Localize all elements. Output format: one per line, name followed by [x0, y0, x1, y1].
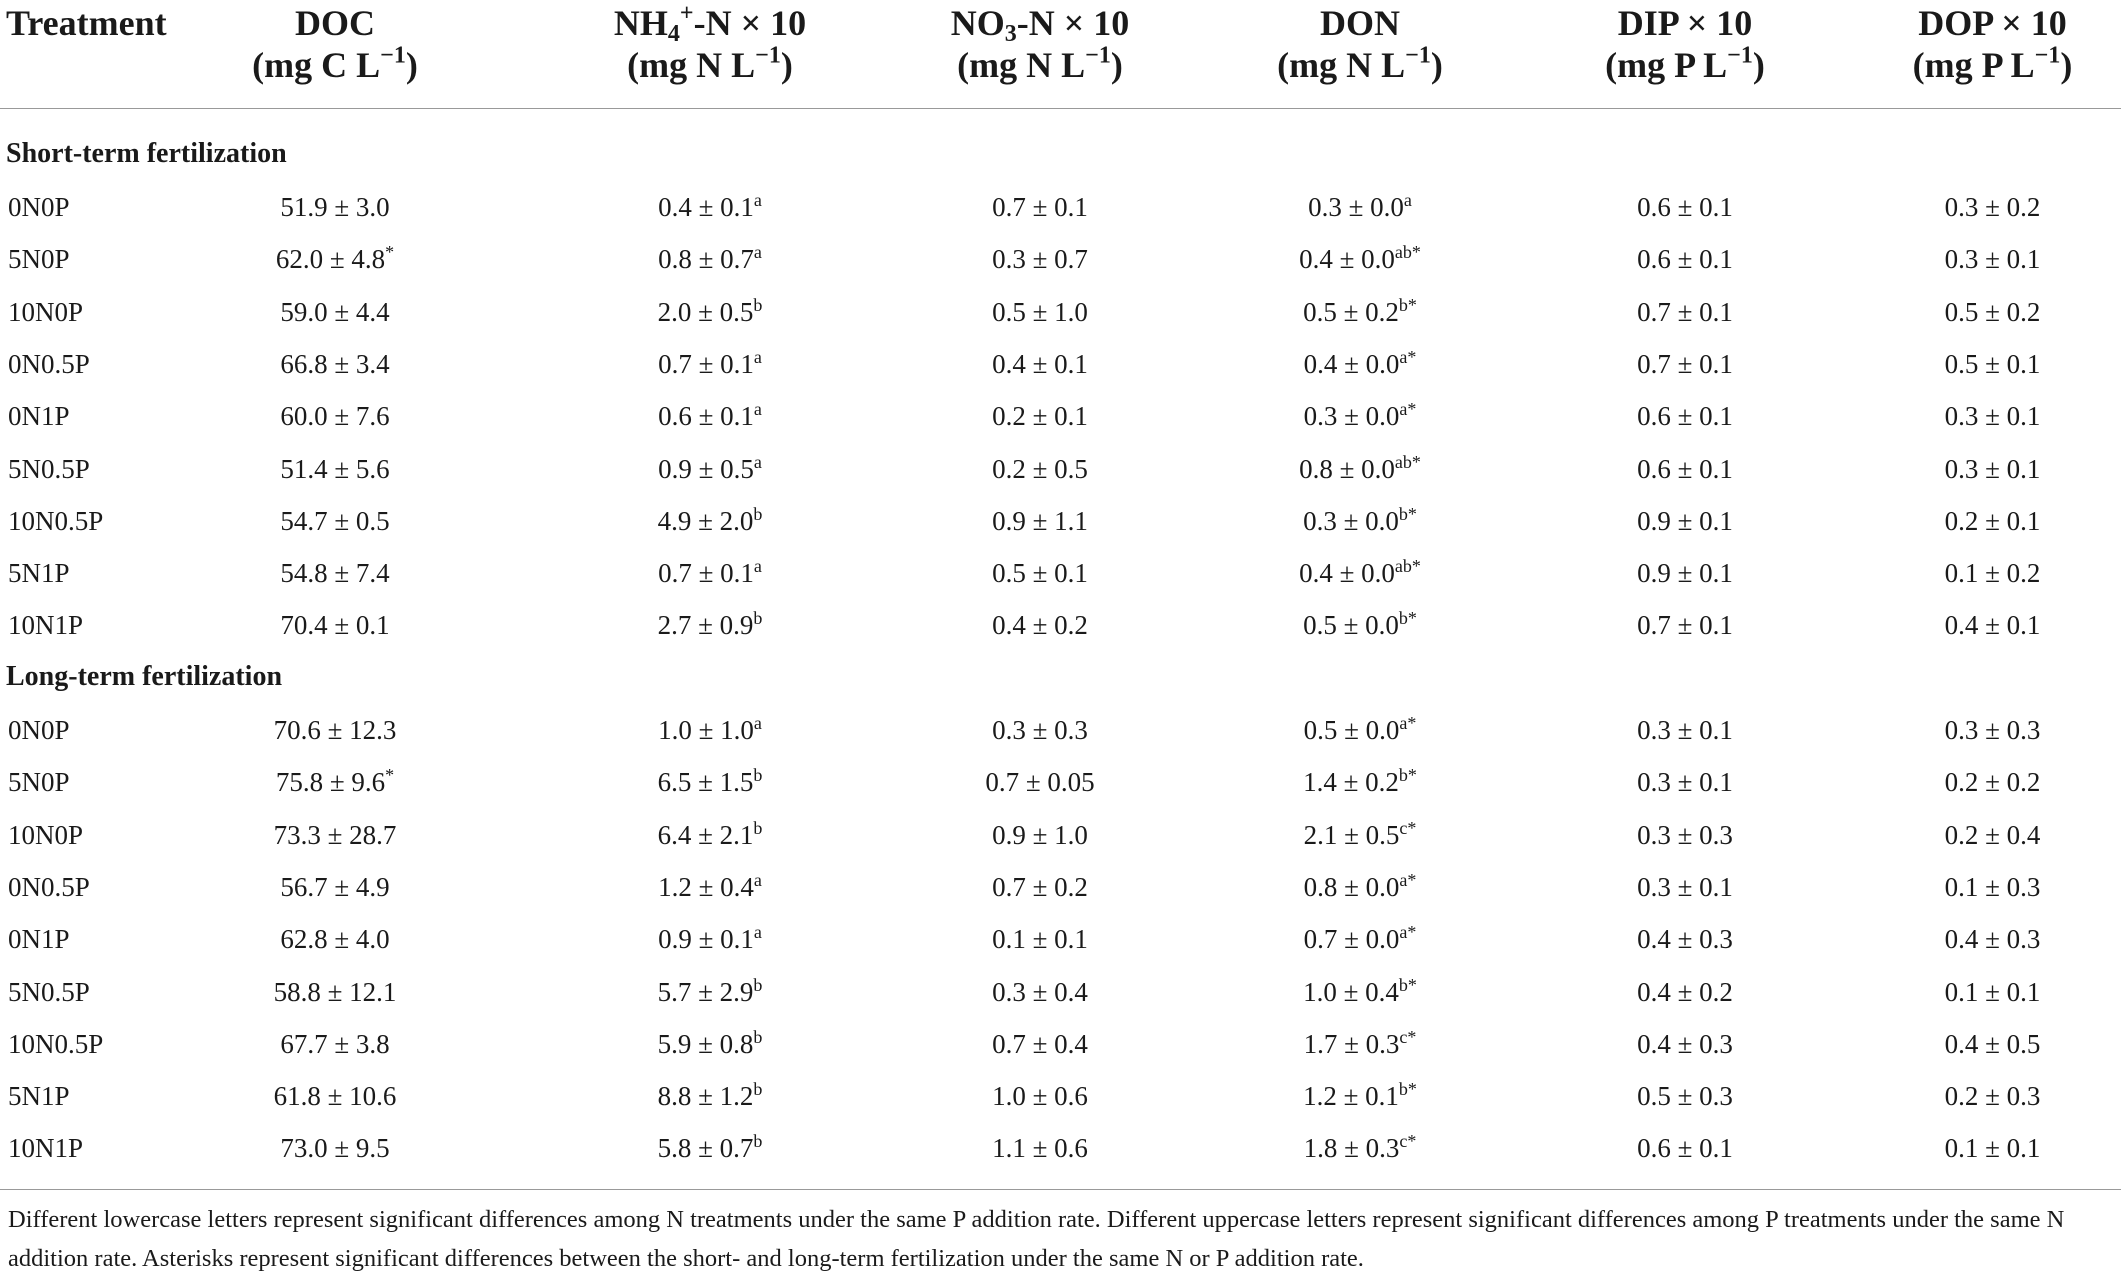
cell-nh4: 4.9 ± 2.0$^b$: [657, 503, 763, 536]
significance-mark: a: [753, 713, 762, 734]
cell-dip: 0.9 ± 0.1: [1637, 505, 1733, 536]
cell-dip: 0.3 ± 0.1: [1637, 871, 1733, 902]
col-header-no3-label: $NO_3-N \times 10$: [950, 3, 1130, 47]
col-header-dop-unit: (mg P $L^{-1}$): [1912, 42, 2073, 85]
cell-treatment: 5N0.5P: [8, 976, 90, 1007]
significance-mark: a: [753, 922, 762, 943]
significance-mark: b*: [1398, 974, 1417, 995]
col-header-dop: [1870, 2, 2115, 86]
cell-dip: 0.6 ± 0.1: [1637, 1133, 1733, 1164]
cell-doc: 66.8 ± 3.4: [280, 348, 390, 379]
cell-don: $0.7 \pm 0.0^{a*}$: [1303, 922, 1417, 955]
table-row: [0, 966, 2121, 1018]
significance-mark: ab*: [1394, 242, 1421, 263]
cell-doc: 56.7 ± 4.9: [280, 871, 390, 902]
cell-don: $0.3 \pm 0.0^{b*}$: [1303, 503, 1417, 536]
cell-no3: 0.9 ± 1.1: [992, 505, 1088, 536]
significance-mark: c*: [1399, 817, 1417, 838]
cell-no3: 0.3 ± 0.7: [992, 244, 1088, 275]
footer-divider: [0, 1189, 2121, 1190]
significance-mark: b*: [1398, 608, 1417, 629]
significance-mark: b: [753, 503, 763, 524]
significance-mark: b*: [1398, 503, 1417, 524]
cell-treatment: 0N0P: [8, 715, 70, 745]
significance-mark: b: [753, 817, 763, 838]
cell-nh4: 0.7 ± 0.1$^a$: [658, 556, 762, 589]
significance-mark: a: [753, 190, 762, 211]
cell-dip: 0.3 ± 0.1: [1637, 715, 1733, 745]
significance-mark: ab*: [1394, 556, 1421, 577]
cell-no3: 0.7 ± 0.05: [985, 767, 1095, 798]
cell-dop: 0.2 ± 0.4: [1944, 819, 2041, 850]
col-header-dip-unit: (mg P $L^{-1}$): [1605, 42, 1765, 85]
table-row: [0, 1018, 2121, 1070]
col-header-doc: [220, 2, 450, 86]
cell-nh4: 0.7 ± 0.1$^a$: [658, 347, 762, 379]
cell-don: $0.8 \pm 0.0^{ab*}$: [1299, 451, 1421, 484]
cell-nh4: 2.0 ± 0.5$^b$: [657, 294, 763, 327]
cell-don: $1.2 \pm 0.1^{b*}$: [1303, 1079, 1417, 1112]
cell-no3: 0.7 ± 0.1: [992, 192, 1088, 222]
table-row: [0, 756, 2121, 808]
table-row: [0, 913, 2121, 965]
cell-don: $1.8 \pm 0.3^{c*}$: [1303, 1131, 1417, 1164]
cell-dop: 0.4 ± 0.5: [1944, 1028, 2041, 1059]
table-row: [0, 547, 2121, 599]
cell-no3: 0.3 ± 0.3: [992, 715, 1088, 745]
significance-mark: a: [753, 399, 762, 420]
significance-mark: b*: [1398, 765, 1417, 786]
cell-doc: 62.8 ± 4.0: [280, 924, 390, 955]
cell-doc: 60.0 ± 7.6: [280, 401, 390, 432]
significance-mark: a: [753, 451, 762, 472]
cell-no3: 0.3 ± 0.4: [992, 976, 1088, 1007]
cell-don: $0.4 \pm 0.0^{a*}$: [1303, 347, 1417, 379]
col-header-don-label: DON: [1320, 3, 1400, 43]
cell-doc: 58.8 ± 12.1: [273, 976, 397, 1007]
significance-mark: a: [753, 347, 762, 367]
significance-mark: a: [1403, 190, 1412, 211]
cell-dip: 0.6 ± 0.1: [1637, 244, 1733, 275]
cell-dop: 0.5 ± 0.1: [1944, 348, 2041, 379]
significance-mark: c*: [1399, 1026, 1417, 1047]
cell-nh4: 0.4 ± 0.1$^a$: [658, 190, 762, 222]
cell-no3: 0.4 ± 0.2: [992, 610, 1088, 641]
cell-no3: 0.7 ± 0.2: [992, 871, 1088, 902]
table-row: [0, 181, 2121, 233]
cell-don: $1.7 \pm 0.3^{c*}$: [1303, 1026, 1417, 1059]
col-header-no3-unit: (mg N $L^{-1}$): [957, 42, 1123, 85]
cell-dip: 0.7 ± 0.1: [1637, 348, 1733, 379]
col-header-nh4-unit: (mg N $L^{-1}$): [627, 42, 793, 85]
significance-mark: *: [385, 765, 395, 786]
cell-dip: 0.9 ± 0.1: [1637, 558, 1733, 589]
cell-don: $1.4 \pm 0.2^{b*}$: [1303, 765, 1417, 798]
cell-no3: 1.1 ± 0.6: [992, 1133, 1088, 1164]
col-header-dop-label: DOP × 10: [1918, 3, 2067, 43]
table-row: [0, 1122, 2121, 1174]
cell-dop: 0.4 ± 0.1: [1944, 610, 2041, 641]
cell-treatment: 0N0.5P: [8, 871, 90, 902]
cell-dop: 0.3 ± 0.3: [1944, 715, 2041, 745]
cell-dip: 0.6 ± 0.1: [1637, 192, 1733, 222]
cell-doc: 51.9 ± 3.0: [280, 192, 390, 222]
table-row: [0, 443, 2121, 495]
col-header-don: [1220, 2, 1500, 86]
cell-treatment: 0N1P: [8, 401, 70, 432]
cell-doc: 59.0 ± 4.4: [280, 296, 390, 327]
table-row: [0, 704, 2121, 756]
significance-mark: a: [753, 242, 762, 263]
cell-dip: 0.4 ± 0.2: [1637, 976, 1733, 1007]
cell-dip: 0.7 ± 0.1: [1637, 610, 1733, 641]
significance-mark: a: [753, 556, 762, 577]
cell-don: $0.8 \pm 0.0^{a*}$: [1303, 870, 1417, 902]
cell-treatment: 0N1P: [8, 924, 70, 955]
significance-mark: b*: [1398, 1079, 1417, 1100]
significance-mark: a*: [1399, 347, 1417, 367]
cell-treatment: 10N0P: [8, 296, 84, 327]
cell-doc: 70.4 ± 0.1: [280, 610, 390, 641]
cell-don: $0.5 \pm 0.2^{b*}$: [1303, 294, 1417, 327]
cell-doc: 75.8 ± 9.6*: [275, 765, 395, 798]
cell-nh4: 1.2 ± 0.4$^a$: [658, 870, 762, 902]
cell-treatment: 10N1P: [8, 1133, 84, 1164]
cell-nh4: 8.8 ± 1.2$^b$: [657, 1079, 763, 1112]
table-row: [0, 1070, 2121, 1122]
cell-doc: 70.6 ± 12.3: [273, 715, 397, 745]
cell-dip: 0.4 ± 0.3: [1637, 1028, 1733, 1059]
significance-mark: a*: [1399, 922, 1417, 943]
table-footnote: Different lowercase letters represent significant differences among N treatments under the same P addition rate. Different uppercase letters represent significant differences among P treatments under the same N addition rate. Asterisks represent significant differences between the short- and long-term fertilization under the same N or P addition rate.: [8, 1206, 2065, 1272]
significance-mark: b: [753, 974, 763, 995]
col-header-nh4-label: $NH_4^+-N \times 10$: [613, 0, 807, 47]
cell-nh4: 0.8 ± 0.7$^a$: [658, 242, 762, 275]
table-row: [0, 495, 2121, 547]
cell-doc: 54.7 ± 0.5: [280, 505, 390, 536]
table-row: [0, 286, 2121, 338]
table-row: [0, 390, 2121, 442]
cell-nh4: 0.9 ± 0.5$^a$: [658, 451, 762, 484]
cell-treatment: 5N1P: [8, 1081, 70, 1112]
cell-don: $0.3 \pm 0.0^{a*}$: [1303, 399, 1417, 432]
cell-doc: 73.0 ± 9.5: [280, 1133, 390, 1164]
cell-nh4: 5.9 ± 0.8$^b$: [657, 1026, 763, 1059]
significance-mark: b: [753, 765, 763, 786]
cell-nh4: 5.7 ± 2.9$^b$: [657, 974, 763, 1007]
col-header-dip-label: DIP × 10: [1617, 3, 1753, 43]
col-header-doc-label: DOC: [295, 3, 375, 43]
cell-nh4: 6.4 ± 2.1$^b$: [657, 817, 763, 850]
cell-treatment: 10N0.5P: [8, 505, 104, 536]
cell-dop: 0.1 ± 0.3: [1944, 871, 2041, 902]
cell-nh4: 1.0 ± 1.0$^a$: [658, 713, 762, 745]
cell-dip: 0.5 ± 0.3: [1637, 1081, 1733, 1112]
section-title-long-term: Long-term fertilization: [6, 661, 283, 692]
cell-treatment: 10N1P: [8, 610, 84, 641]
cell-treatment: 5N0P: [8, 244, 70, 275]
cell-doc: 61.8 ± 10.6: [273, 1081, 397, 1112]
cell-dip: 0.3 ± 0.1: [1637, 767, 1733, 798]
cell-dop: 0.2 ± 0.3: [1944, 1081, 2041, 1112]
col-header-don-unit: (mg N $L^{-1}$): [1277, 42, 1443, 85]
cell-no3: 0.7 ± 0.4: [992, 1028, 1088, 1059]
cell-dop: 0.1 ± 0.2: [1944, 558, 2041, 589]
cell-don: $2.1 \pm 0.5^{c*}$: [1303, 817, 1417, 850]
cell-no3: 0.2 ± 0.1: [992, 401, 1088, 432]
section-title-short-term: Short-term fertilization: [6, 138, 287, 169]
cell-dop: 0.3 ± 0.1: [1944, 453, 2041, 484]
cell-treatment: 0N0P: [8, 192, 70, 222]
cell-don: $0.4 \pm 0.0^{ab*}$: [1299, 242, 1421, 275]
cell-no3: 0.5 ± 0.1: [992, 558, 1088, 589]
cell-dop: 0.2 ± 0.1: [1944, 505, 2041, 536]
cell-doc: 73.3 ± 28.7: [273, 819, 397, 850]
significance-mark: b*: [1398, 294, 1417, 315]
col-header-no3: [900, 2, 1180, 86]
significance-mark: b: [753, 1026, 763, 1047]
cell-don: $0.4 \pm 0.0^{ab*}$: [1299, 556, 1421, 589]
cell-dop: 0.3 ± 0.2: [1944, 192, 2041, 222]
cell-dip: 0.7 ± 0.1: [1637, 296, 1733, 327]
col-header-doc-unit: (mg C $L^{-1}$): [252, 42, 418, 85]
cell-dip: 0.3 ± 0.3: [1637, 819, 1733, 850]
cell-dop: 0.4 ± 0.3: [1944, 924, 2041, 955]
cell-dop: 0.2 ± 0.2: [1944, 767, 2041, 798]
significance-mark: a*: [1399, 870, 1417, 890]
table-row: [0, 861, 2121, 913]
significance-mark: a*: [1399, 713, 1417, 734]
cell-no3: 1.0 ± 0.6: [992, 1081, 1088, 1112]
cell-don: 0.3 ± 0.0$^a$: [1308, 190, 1412, 222]
cell-dip: 0.6 ± 0.1: [1637, 401, 1733, 432]
cell-doc: 67.7 ± 3.8: [280, 1028, 390, 1059]
cell-treatment: 0N0.5P: [8, 348, 90, 379]
cell-nh4: 6.5 ± 1.5$^b$: [657, 765, 763, 798]
cell-treatment: 10N0.5P: [8, 1028, 104, 1059]
significance-mark: ab*: [1394, 451, 1421, 472]
cell-nh4: 0.9 ± 0.1$^a$: [658, 922, 762, 955]
cell-nh4: 0.6 ± 0.1$^a$: [658, 399, 762, 432]
cell-no3: 0.2 ± 0.5: [992, 453, 1088, 484]
cell-doc: 54.8 ± 7.4: [280, 558, 390, 589]
significance-mark: b: [753, 608, 763, 629]
cell-dop: 0.3 ± 0.1: [1944, 401, 2041, 432]
cell-no3: 0.9 ± 1.0: [992, 819, 1088, 850]
cell-don: $0.5 \pm 0.0^{b*}$: [1303, 608, 1417, 641]
cell-nh4: 2.7 ± 0.9$^b$: [657, 608, 763, 641]
cell-dop: 0.1 ± 0.1: [1944, 976, 2041, 1007]
significance-mark: b: [753, 1131, 763, 1152]
significance-mark: b: [753, 294, 763, 315]
cell-dop: 0.5 ± 0.2: [1944, 296, 2041, 327]
cell-nh4: 5.8 ± 0.7$^b$: [657, 1131, 763, 1164]
cell-no3: 0.5 ± 1.0: [992, 296, 1088, 327]
cell-don: $0.5 \pm 0.0^{a*}$: [1303, 713, 1417, 745]
cell-no3: 0.1 ± 0.1: [992, 924, 1088, 955]
significance-mark: a: [753, 870, 762, 890]
cell-doc: 62.0 ± 4.8*: [275, 242, 395, 275]
table-header: [0, 0, 2121, 110]
cell-dip: 0.6 ± 0.1: [1637, 453, 1733, 484]
table-row: [0, 809, 2121, 861]
col-header-treatment: Treatment: [6, 3, 167, 43]
significance-mark: b: [753, 1079, 763, 1100]
significance-mark: a*: [1399, 399, 1417, 420]
cell-treatment: 5N0P: [8, 767, 70, 798]
header-divider: [0, 108, 2121, 109]
cell-treatment: 5N0.5P: [8, 453, 90, 484]
cell-treatment: 5N1P: [8, 558, 70, 589]
col-header-dip: [1545, 2, 1825, 86]
cell-dop: 0.3 ± 0.1: [1944, 244, 2041, 275]
cell-dop: 0.1 ± 0.1: [1944, 1133, 2041, 1164]
cell-treatment: 10N0P: [8, 819, 84, 850]
cell-no3: 0.4 ± 0.1: [992, 348, 1088, 379]
table-row: [0, 338, 2121, 390]
cell-doc: 51.4 ± 5.6: [280, 453, 390, 484]
table-row: [0, 233, 2121, 285]
significance-mark: *: [385, 242, 395, 263]
col-header-nh4: [560, 2, 860, 86]
significance-mark: c*: [1399, 1131, 1417, 1152]
cell-dip: 0.4 ± 0.3: [1637, 924, 1733, 955]
table-row: [0, 599, 2121, 651]
cell-don: $1.0 \pm 0.4^{b*}$: [1303, 974, 1417, 1007]
